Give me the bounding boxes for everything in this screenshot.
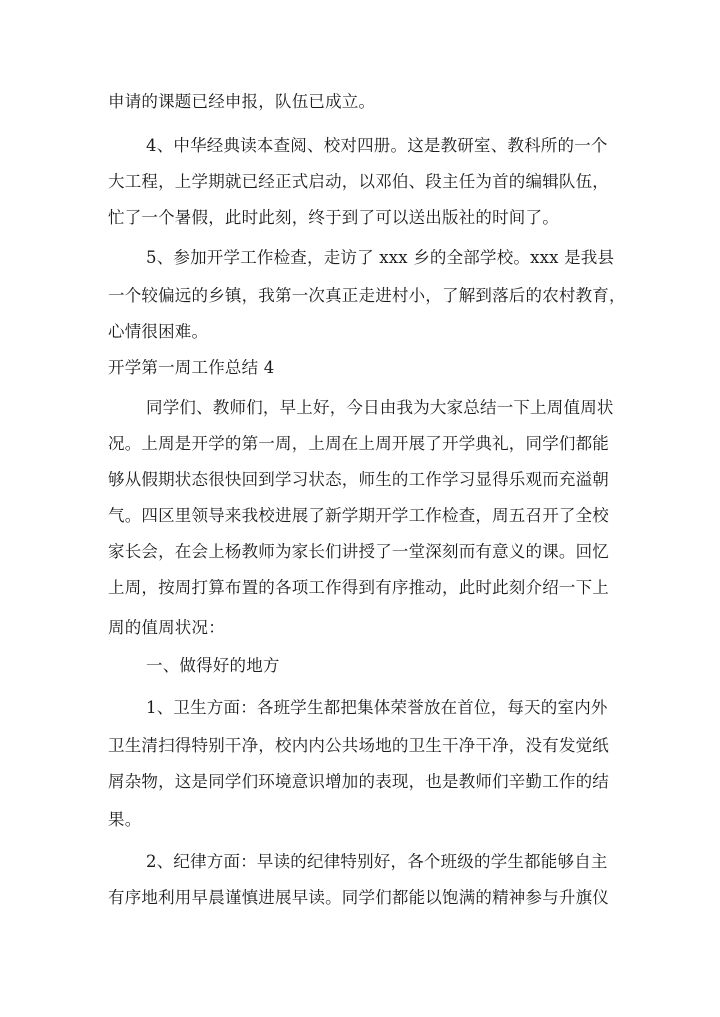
text-line: 心情很困难。 [108,322,209,341]
paragraph-discipline: 2、纪律方面：早读的纪律特别好，各个班级的学生都能够自主 [146,852,608,871]
text-line: 忙了一个暑假，此时此刻，终于到了可以送出版社的时间了。 [108,208,559,227]
text-line: 果。 [108,810,142,829]
text-line: 一个较偏远的乡镇，我第一次真正走进村小，了解到落后的农村教育， [108,286,626,305]
text-line: 周的值周状况： [108,618,225,637]
text-line: 屑杂物，这是同学们环境意识增加的表现，也是教师们辛勤工作的结 [108,772,609,791]
text-line: 上周，按周打算布置的各项工作得到有序推动，此时此刻介绍一下上 [108,578,609,597]
text-line: 大工程，上学期就已经正式启动，以邓伯、段主任为首的编辑队伍， [108,172,609,191]
text-line: 有序地利用早晨谨慎进展早读。同学们都能以饱满的精神参与升旗仪 [108,888,609,907]
subheading-good-points: 一、做得好的地方 [146,656,280,675]
section-heading: 开学第一周工作总结 4 [108,358,275,377]
paragraph-greeting: 同学们、教师们，早上好，今日由我为大家总结一下上周值周状 [146,398,614,417]
text-line: 气。四区里领导来我校进展了新学期开学工作检查，周五召开了全校 [108,506,609,525]
text-line: 够从假期状态很快回到学习状态，师生的工作学习显得乐观而充溢朝 [108,470,609,489]
text-line: 况。上周是开学的第一周，上周在上周开展了开学典礼，同学们都能 [108,434,609,453]
paragraph-item-5: 5、参加开学工作检查，走访了 xxx 乡的全部学校。xxx 是我县 [146,248,615,267]
text-line: 家长会，在会上杨教师为家长们讲授了一堂深刻而有意义的课。回忆 [108,542,609,561]
text-line: 申请的课题已经申报，队伍已成立。 [108,92,376,111]
paragraph-hygiene: 1、卫生方面：各班学生都把集体荣誉放在首位，每天的室内外 [146,698,608,717]
text-line: 卫生清扫得特别干净，校内内公共场地的卫生干净干净，没有发觉纸 [108,736,609,755]
paragraph-item-4: 4、中华经典读本查阅、校对四册。这是教研室、教科所的一个 [146,136,608,155]
